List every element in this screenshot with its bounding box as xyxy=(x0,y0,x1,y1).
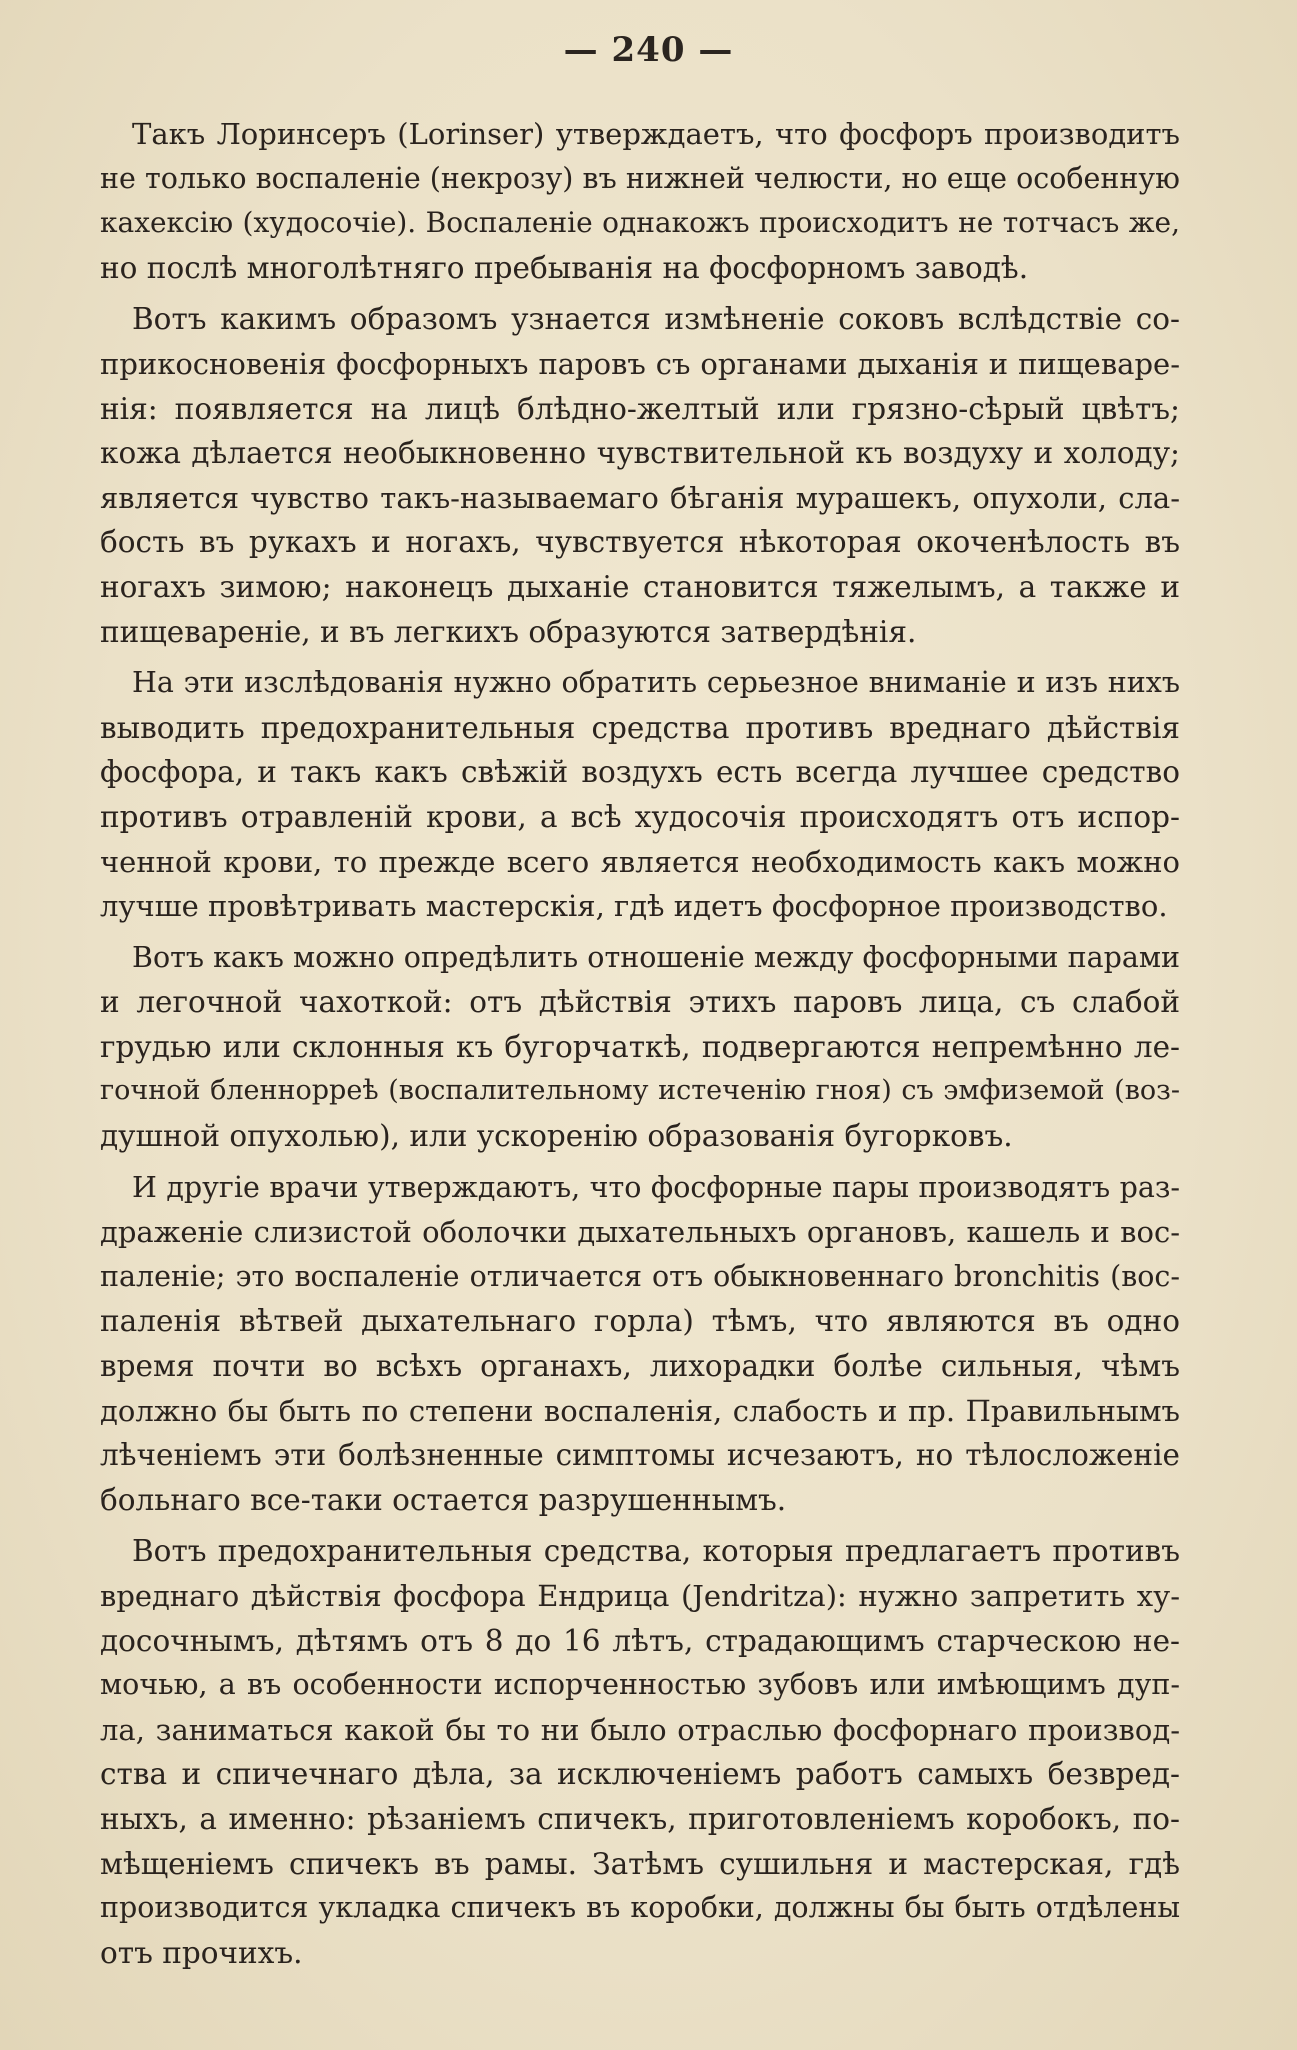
text-line: драженіе слизистой оболочки дыхательныхъ органовъ, кашель и вос- xyxy=(100,1215,1180,1250)
paragraph xyxy=(100,1529,1180,1975)
text-line: кахексію (худосочіе). Воспаленіе однакожъ происходитъ не тотчасъ же, xyxy=(100,206,1180,240)
text-line: досочнымъ, дѣтямъ отъ 8 до 16 лѣтъ, страдающимъ старческою не- xyxy=(100,1623,1180,1658)
text-line: паленія вѣтвей дыхательнаго горла) тѣмъ, что являются въ одно xyxy=(100,1304,1180,1339)
text-line: гочной бленнорреѣ (воспалительному истеченію гноя) съ эмфиземой (воз- xyxy=(100,1075,1180,1107)
paragraph xyxy=(100,1166,1180,1523)
text-line: должно бы быть по степени воспаленія, слабость и пр. Правильнымъ xyxy=(100,1393,1180,1428)
paragraph xyxy=(100,936,1180,1159)
text-line: вреднаго дѣйствія фосфора Ендрица (Jendritza): нужно запретить ху- xyxy=(100,1579,1180,1613)
text-line: Вотъ какъ можно опредѣлить отношеніе между фосфорными парами xyxy=(132,940,1180,974)
text-line: Вотъ предохранительныя средства, которыя предлагаетъ противъ xyxy=(132,1534,1180,1569)
text-line: больнаго все-таки остается разрушеннымъ. xyxy=(100,1482,787,1517)
text-line: пищевареніе, и въ легкихъ образуются затвердѣнія. xyxy=(100,614,917,649)
text-line: лѣченіемъ эти болѣзненные симптомы исчезаютъ, но тѣлосложеніе xyxy=(100,1438,1180,1473)
text-line: но послѣ многолѣтняго пребыванія на фосфорномъ заводѣ. xyxy=(100,250,1029,285)
text-line: производится укладка спичекъ въ коробки, должны бы быть отдѣлены xyxy=(100,1891,1180,1925)
text-line: не только воспаленіе (некрозу) въ нижней челюсти, но еще особенную xyxy=(100,161,1180,195)
text-line: душной опухолью), или ускоренію образованія бугорковъ. xyxy=(100,1119,1013,1154)
text-line: грудью или склонныя къ бугорчаткѣ, подвергаются непремѣнно ле- xyxy=(100,1029,1180,1064)
text-line: ченной крови, то прежде всего является необходимость какъ можно xyxy=(100,844,1180,879)
text-line: ныхъ, а именно: рѣзаніемъ спичекъ, приготовленіемъ коробокъ, по- xyxy=(100,1801,1180,1836)
text-line: нія: появляется на лицѣ блѣдно-желтый или грязно-сѣрый цвѣтъ; xyxy=(100,391,1180,426)
text-line: бость въ рукахъ и ногахъ, чувствуется нѣкоторая окоченѣлость въ xyxy=(100,525,1180,560)
text-line: выводить предохранительныя средства противъ вреднаго дѣйствія xyxy=(100,710,1180,745)
text-line: отъ прочихъ. xyxy=(100,1935,303,1970)
paragraph xyxy=(100,661,1180,929)
paragraph xyxy=(100,297,1180,654)
text-line: Такъ Лоринсеръ (Lorinser) утверждаетъ, что фосфоръ производитъ xyxy=(132,117,1180,151)
body-text xyxy=(100,112,1180,1982)
text-line: ла, заниматься какой бы то ни было отраслью фосфорнаго производ- xyxy=(100,1712,1180,1747)
text-line: Вотъ какимъ образомъ узнается измѣненіе соковъ вслѣдствіе со- xyxy=(132,302,1180,337)
text-line: кожа дѣлается необыкновенно чувствительной къ воздуху и холоду; xyxy=(100,436,1180,471)
text-line: мѣщеніемъ спичекъ въ рамы. Затѣмъ сушильня и мастерская, гдѣ xyxy=(100,1846,1180,1881)
text-line: мочью, а въ особенности испорченностью зубовъ или имѣющимъ дуп- xyxy=(100,1668,1180,1702)
text-line: фосфора, и такъ какъ свѣжій воздухъ есть всегда лучшее средство xyxy=(100,755,1180,790)
text-line: На эти изслѣдованія нужно обратить серьезное вниманіе и изъ нихъ xyxy=(132,666,1180,700)
paragraph xyxy=(100,112,1180,290)
text-line: противъ отравленій крови, а всѣ худосочія происходятъ отъ испор- xyxy=(100,799,1180,834)
text-line: И другіе врачи утверждаютъ, что фосфорные пары производятъ раз- xyxy=(132,1170,1180,1204)
text-line: ногахъ зимою; наконецъ дыханіе становится тяжелымъ, а также и xyxy=(100,569,1180,604)
text-line: и легочной чахоткой: отъ дѣйствія этихъ паровъ лица, съ слабой xyxy=(100,985,1180,1020)
text-line: лучше провѣтривать мастерскія, гдѣ идетъ фосфорное производство. xyxy=(100,889,1168,924)
text-line: прикосновенія фосфорныхъ паровъ съ органами дыханія и пищеваре- xyxy=(100,346,1180,381)
text-line: ства и спичечнаго дѣла, за исключеніемъ работъ самыхъ безвред- xyxy=(100,1757,1180,1792)
text-line: время почти во всѣхъ органахъ, лихорадки болѣе сильныя, чѣмъ xyxy=(100,1349,1180,1384)
text-line: паленіе; это воспаленіе отличается отъ обыкновеннаго bronchitis (вос- xyxy=(100,1259,1180,1293)
page-number: — 240 — xyxy=(563,30,734,70)
text-line: является чувство такъ-называемаго бѣганія мурашекъ, опухоли, сла- xyxy=(100,480,1180,515)
